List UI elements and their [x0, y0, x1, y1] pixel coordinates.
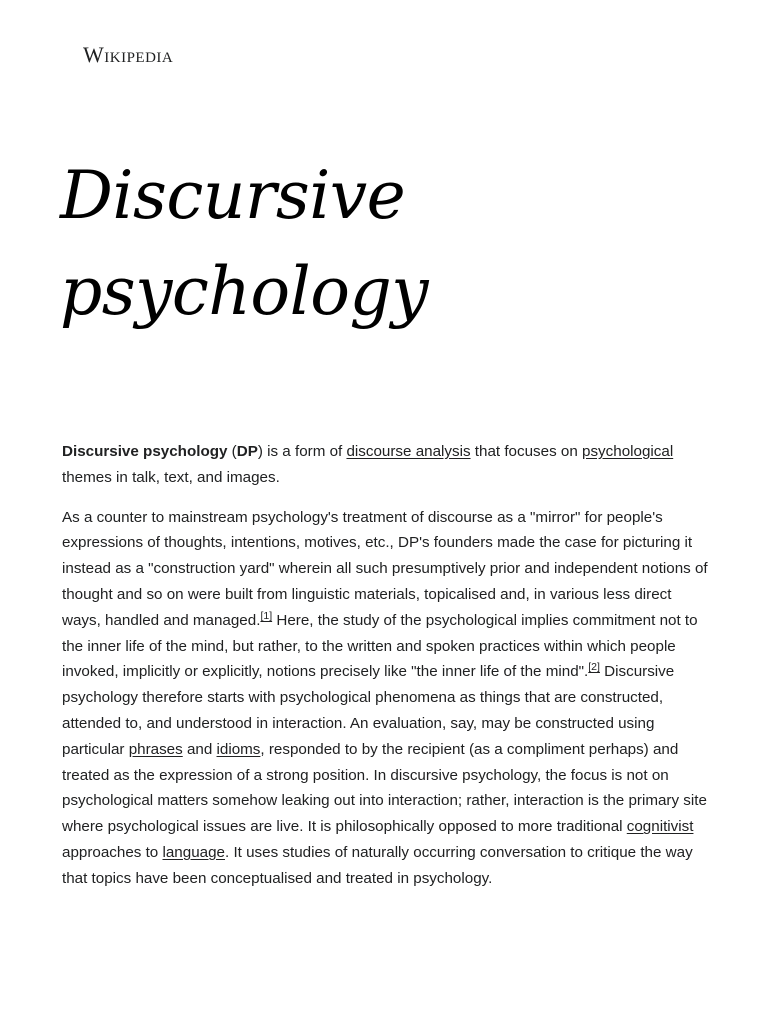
text-span: themes in talk, text, and images.: [62, 468, 280, 486]
text-span: Here, the study of the psychological implies commitment not to the inner life of the mind, but rather, to the written and spoken practices within which people invoked, implicitly or explicitly, notions precisely like "the inner life of the mind".: [62, 611, 698, 681]
link-phrases[interactable]: phrases: [128, 740, 183, 758]
link-idioms[interactable]: idioms: [216, 740, 261, 758]
text-span: ) is a form of: [257, 443, 347, 460]
reference-1[interactable]: [1]: [260, 609, 273, 622]
abbreviation: DP: [236, 443, 258, 460]
bold-term: Discursive psychology: [62, 443, 228, 460]
text-span: and: [182, 740, 217, 758]
article-body: [62, 439, 714, 906]
text-span: (: [227, 443, 237, 460]
text-span: , responded to by the recipient (as a compliment perhaps) and treated as the expression of a strong position. In discursive psychology, the focus is not on psychological matters somehow leaking out into interaction; rather, interaction is the primary site where psychological issues are live. It is philosophically opposed to more traditional: [62, 740, 707, 836]
text-span: Discursive psychology therefore starts with psychological phenomena as things that are constructed, attended to, and understood in interaction. An evaluation, say, may be constructed using particular: [62, 663, 675, 758]
text-span: . It uses studies of naturally occurring conversation to critique the way that topics have been conceptualised and treated in psychology.: [62, 843, 693, 887]
link-discourse-analysis[interactable]: discourse analysis: [346, 443, 471, 460]
link-psychological[interactable]: psychological: [582, 443, 674, 460]
text-span: that focuses on: [470, 443, 583, 460]
reference-2[interactable]: [2]: [588, 661, 600, 674]
intro-paragraph: [62, 439, 714, 491]
page-title-line-2: psychology: [60, 253, 428, 330]
link-cognitivist[interactable]: cognitivist: [626, 818, 694, 836]
wikipedia-logo[interactable]: Wikipedia: [83, 42, 174, 67]
page-title: [60, 148, 428, 340]
text-span: As a counter to mainstream psychology's treatment of discourse as a "mirror" for people's expressions of thoughts, intentions, motives, etc., DP's founders made the case for picturing it instead as a "construction yard" wherein all such presumptively prior and independent notions of thought and so on were built from linguistic materials, topicalised and, in various less direct ways, handled and managed.: [62, 508, 708, 629]
link-language[interactable]: language: [162, 843, 225, 861]
body-paragraph: [62, 505, 714, 892]
page-title-line-1: Discursive: [60, 157, 406, 234]
text-span: approaches to: [62, 843, 163, 861]
